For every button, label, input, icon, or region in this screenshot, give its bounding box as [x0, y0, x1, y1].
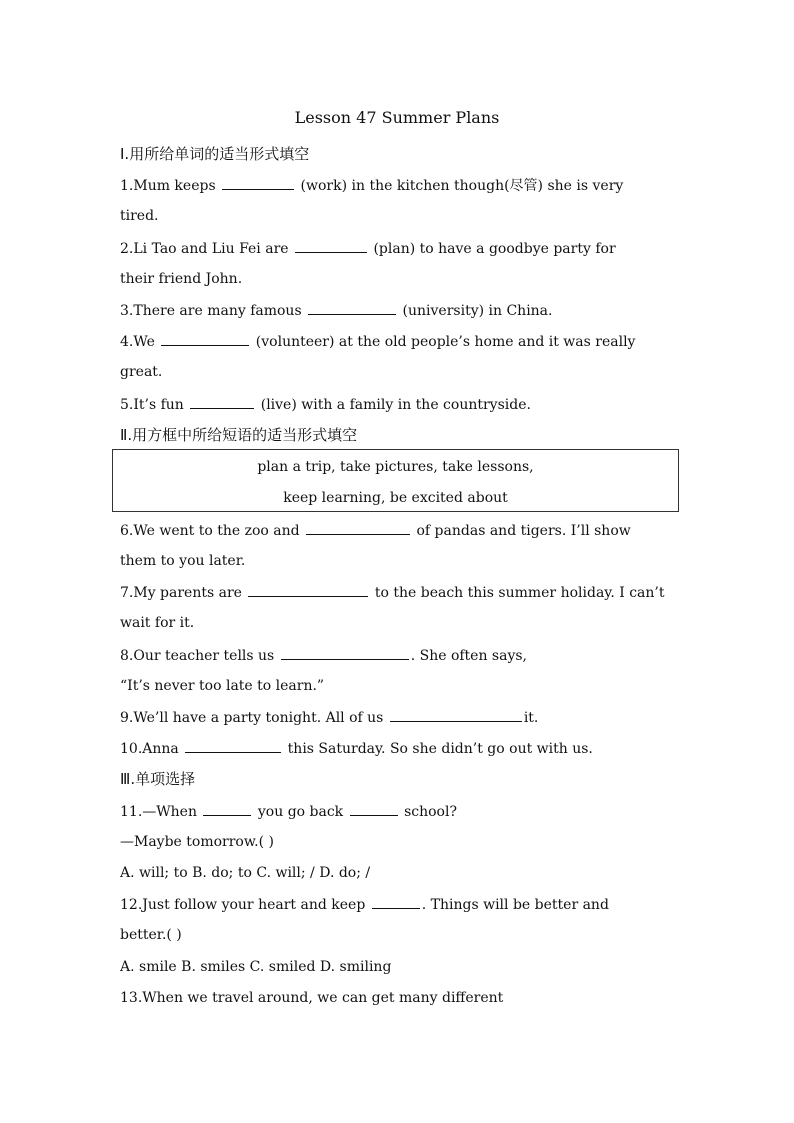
question-7 — [120, 581, 680, 604]
question-text: 8.Our teacher tells us — [120, 648, 275, 664]
question-10 — [120, 737, 680, 760]
question-7-cont: wait for it. — [120, 615, 195, 631]
answer-blank[interactable] — [306, 519, 410, 535]
question-text: 7.My parents are — [120, 585, 242, 601]
question-4-cont: great. — [120, 364, 163, 380]
question-text: 5.It’s fun — [120, 397, 184, 413]
question-11 — [120, 800, 680, 823]
question-1 — [120, 174, 680, 197]
answer-blank[interactable] — [281, 644, 409, 660]
question-3 — [120, 299, 680, 322]
question-11-reply: —Maybe tomorrow.( ) — [120, 834, 275, 850]
question-6 — [120, 519, 680, 542]
phrase-box-line-1: plan a trip, take pictures, take lessons, — [257, 459, 534, 475]
question-text: 2.Li Tao and Liu Fei are — [120, 241, 289, 257]
question-12-cont: better.( ) — [120, 927, 182, 943]
question-text: 3.There are many famous — [120, 303, 302, 319]
question-9 — [120, 706, 680, 729]
question-text-after: this Saturday. So she didn’t go out with us. — [287, 741, 593, 757]
question-text: 1.Mum keeps — [120, 178, 216, 194]
question-text-after: . She often says, — [410, 648, 528, 664]
answer-blank[interactable] — [222, 174, 294, 190]
question-2 — [120, 237, 680, 260]
question-text: 10.Anna — [120, 741, 179, 757]
question-12 — [120, 893, 680, 916]
question-text-after: of pandas and tigers. I’ll show — [416, 523, 631, 539]
question-8-quote: “It’s never too late to learn.” — [120, 678, 325, 694]
answer-blank[interactable] — [161, 330, 249, 346]
question-hint: (volunteer) at the old people’s home and it was really — [255, 334, 636, 350]
answer-blank[interactable] — [190, 393, 254, 409]
phrase-box — [112, 449, 679, 512]
question-text: 12.Just follow your heart and keep — [120, 897, 366, 913]
answer-blank[interactable] — [203, 800, 251, 816]
section-2-heading: Ⅱ.用方框中所给短语的适当形式填空 — [120, 426, 358, 444]
question-text: 11.—When — [120, 804, 197, 820]
section-1-heading: Ⅰ.用所给单词的适当形式填空 — [120, 145, 310, 163]
answer-blank[interactable] — [295, 237, 367, 253]
answer-blank[interactable] — [248, 581, 368, 597]
question-text-after: to the beach this summer holiday. I can’t — [374, 585, 665, 601]
question-12-options[interactable]: A. smile B. smiles C. smiled D. smiling — [120, 959, 392, 975]
question-4 — [120, 330, 680, 353]
question-text-mid: you go back — [257, 804, 344, 820]
question-text: 6.We went to the zoo and — [120, 523, 300, 539]
phrase-box-line-2: keep learning, be excited about — [283, 490, 508, 506]
question-text-after: . Things will be better and — [421, 897, 609, 913]
question-5 — [120, 393, 680, 416]
question-text-after: it. — [523, 710, 539, 726]
answer-blank[interactable] — [372, 893, 420, 909]
question-1-cont: tired. — [120, 208, 159, 224]
question-6-cont: them to you later. — [120, 553, 246, 569]
question-hint: (live) with a family in the countryside. — [260, 397, 531, 413]
question-13: 13.When we travel around, we can get many different — [120, 990, 504, 1006]
answer-blank[interactable] — [390, 706, 522, 722]
question-hint: (university) in China. — [402, 303, 553, 319]
question-hint: (plan) to have a goodbye party for — [373, 241, 616, 257]
question-hint: (work) in the kitchen though(尽管) she is very — [300, 178, 624, 194]
question-text: 4.We — [120, 334, 155, 350]
answer-blank[interactable] — [350, 800, 398, 816]
question-text: 9.We’ll have a party tonight. All of us — [120, 710, 384, 726]
page-title: Lesson 47 Summer Plans — [294, 108, 500, 127]
question-8 — [120, 644, 680, 667]
section-3-heading: Ⅲ.单项选择 — [120, 770, 196, 788]
question-text-after: school? — [404, 804, 457, 820]
answer-blank[interactable] — [308, 299, 396, 315]
question-2-cont: their friend John. — [120, 271, 243, 287]
question-11-options[interactable]: A. will; to B. do; to C. will; / D. do; / — [120, 865, 371, 881]
answer-blank[interactable] — [185, 737, 281, 753]
